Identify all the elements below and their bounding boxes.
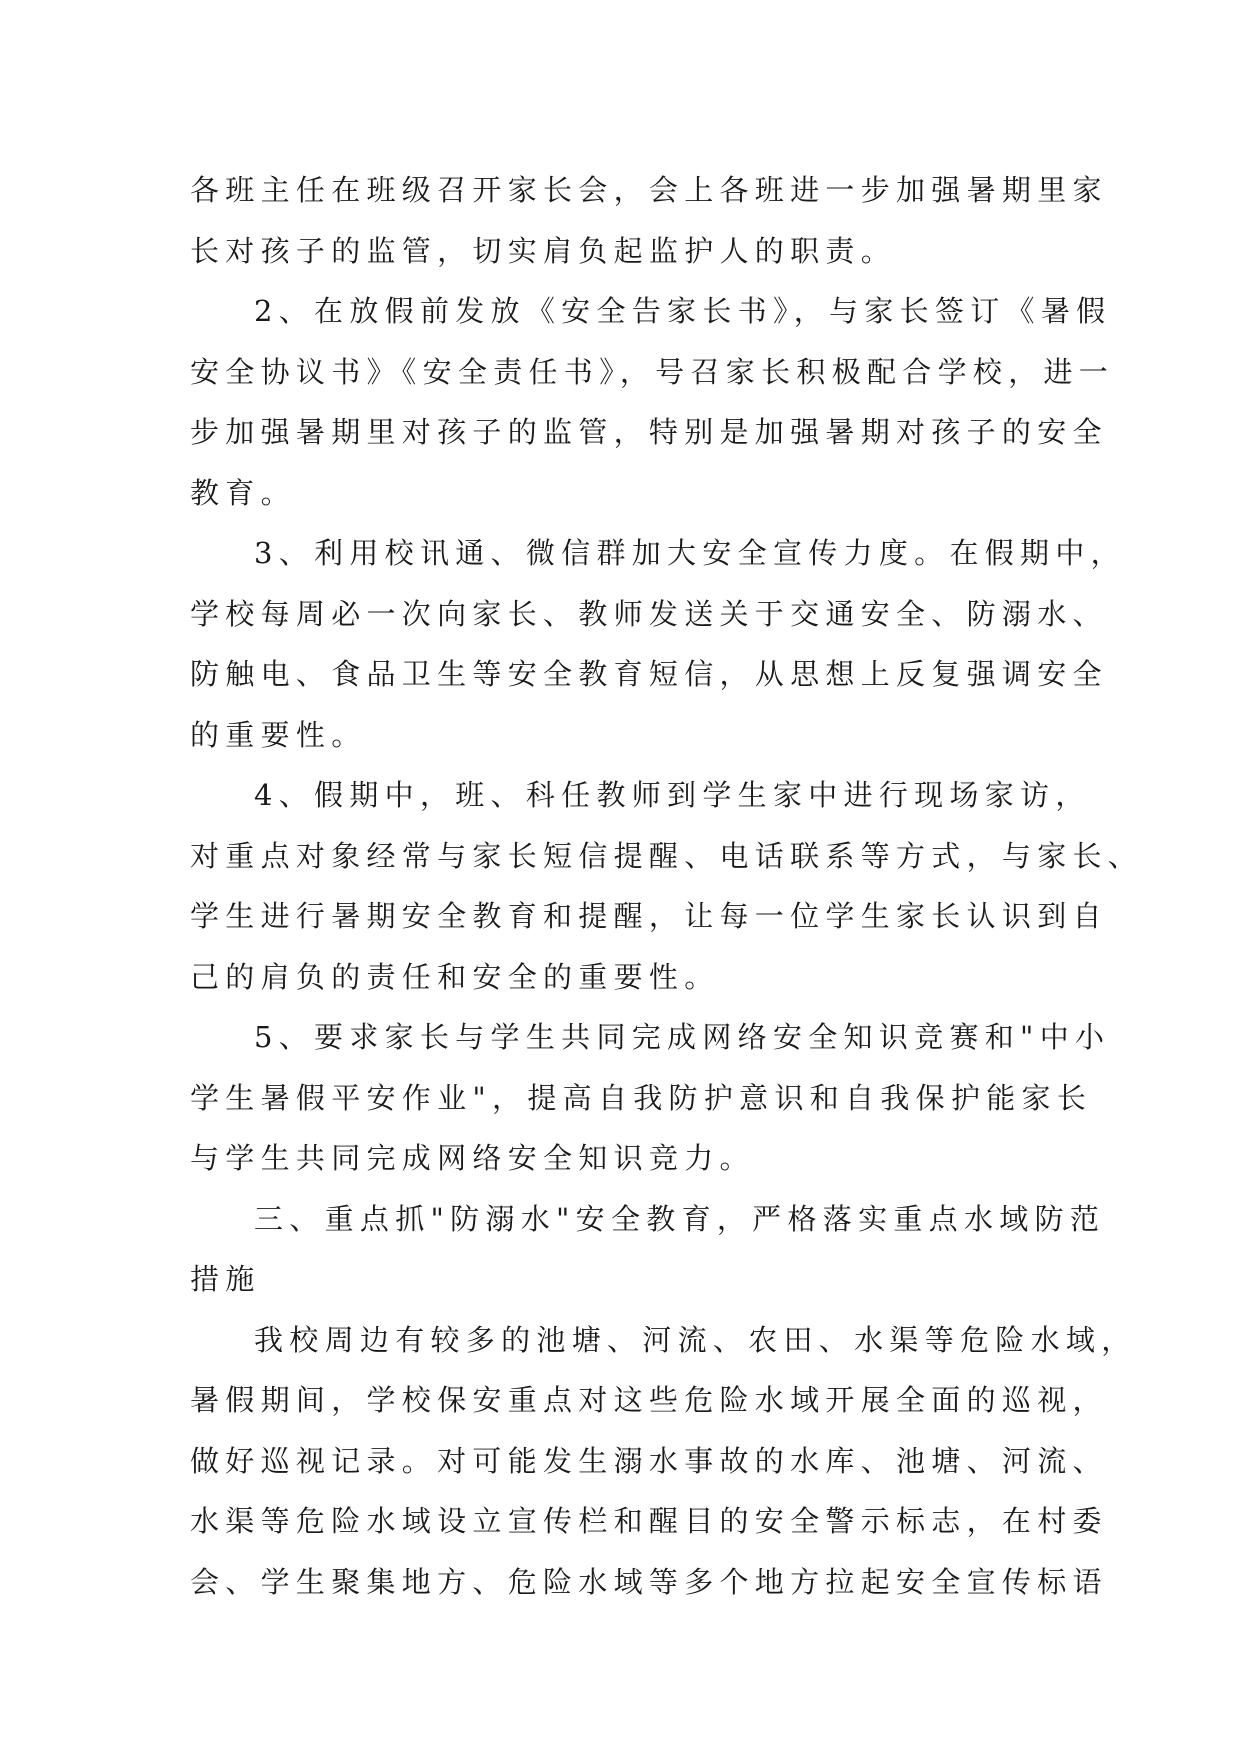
text-line: 4、假期中，班、科任教师到学生家中进行现场家访， [254,778,1091,812]
text-line: 5、要求家长与学生共同完成网络安全知识竞赛和"中小 [254,1020,1111,1054]
text-line: 各班主任在班级召开家长会，会上各班进一步加强暑期里家 [190,173,1108,207]
text-line: 做好巡视记录。对可能发生溺水事故的水库、池塘、河流、 [190,1443,1108,1478]
text-line: 的重要性。 [190,717,367,752]
text-line: 防触电、食品卫生等安全教育短信，从思想上反复强调安全 [190,657,1108,691]
text-line: 安全协议书》《安全责任书》，号召家长积极配合学校，进一 [190,354,1115,389]
text-line: 学生进行暑期安全教育和提醒，让每一位学生家长认识到自 [190,899,1108,933]
text-line: 学生暑假平安作业"，提高自我防护意识和自我保护能家长 [190,1080,1093,1115]
text-line: 2、在放假前发放《安全告家长书》，与家长签订《暑假 [254,294,1112,328]
text-line: 学校每周必一次向家长、教师发送关于交通安全、防溺水、 [190,596,1108,631]
section-heading: 三、重点抓"防溺水"安全教育，严格落实重点水域防范 [254,1201,1106,1236]
text-line: 步加强暑期里对孩子的监管，特别是加强暑期对孩子的安全 [190,415,1108,449]
text-line: 会、学生聚集地方、危险水域等多个地方拉起安全宣传标语 [190,1564,1108,1599]
text-line: 教育。 [190,475,296,510]
text-line: 水渠等危险水域设立宣传栏和醒目的安全警示标志，在村委 [190,1504,1108,1538]
text-line: 己的肩负的责任和安全的重要性。 [190,959,720,994]
text-line: 暑假期间，学校保安重点对这些危险水域开展全面的巡视， [190,1383,1108,1417]
section-heading-continued: 措施 [190,1262,261,1296]
text-line: 长对孩子的监管，切实肩负起监护人的职责。 [190,233,897,268]
document-body [190,160,1144,1612]
text-line: 对重点对象经常与家长短信提醒、电话联系等方式，与家长、 [190,838,1144,873]
text-line: 我校周边有较多的池塘、河流、农田、水渠等危险水域， [254,1322,1137,1357]
text-line: 3、利用校讯通、微信群加大安全宣传力度。在假期中， [254,536,1126,570]
text-line: 与学生共同完成网络安全知识竞力。 [190,1141,755,1175]
